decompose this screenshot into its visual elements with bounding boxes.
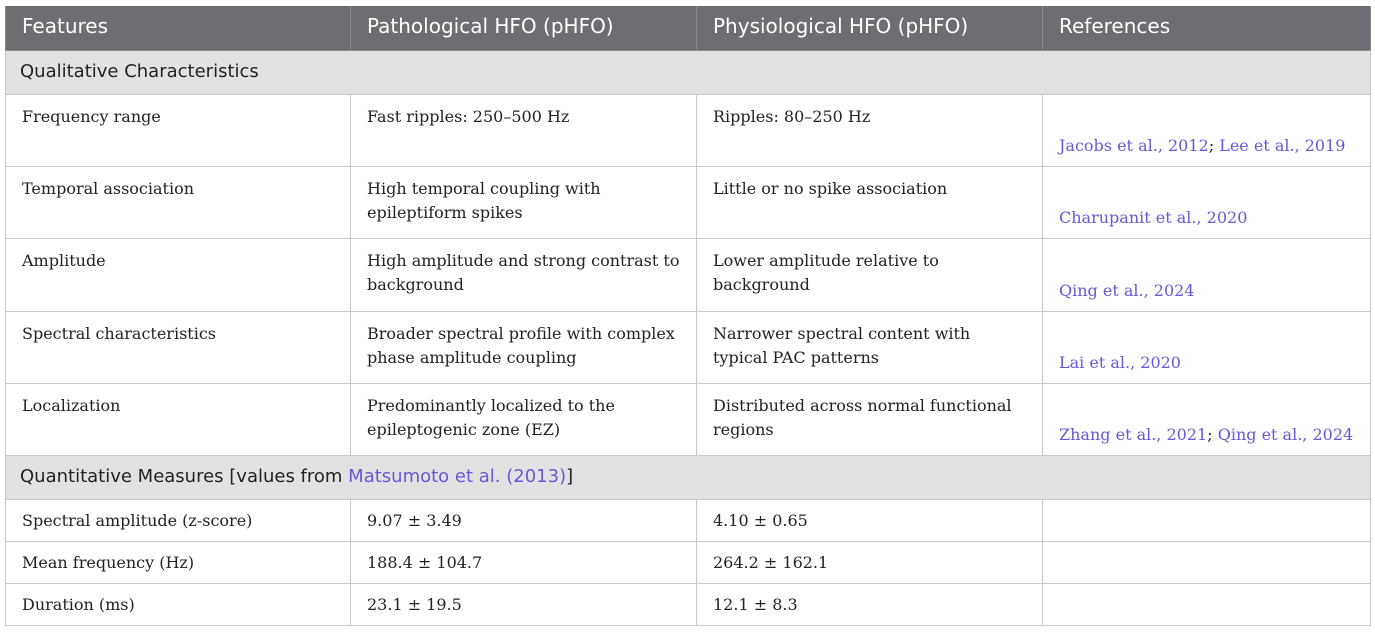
physiological-value-cell: 12.1 ± 8.3 bbox=[697, 583, 1043, 625]
pathological-cell: Fast ripples: 250–500 Hz bbox=[351, 94, 697, 166]
references-cell bbox=[1043, 238, 1371, 311]
pathological-cell: High temporal coupling with epileptiform spikes bbox=[351, 166, 697, 238]
feature-cell: Mean frequency (Hz) bbox=[6, 541, 351, 583]
section-title-quantitative bbox=[6, 455, 1371, 499]
feature-cell: Amplitude bbox=[6, 238, 351, 311]
reference-link[interactable]: Zhang et al., 2021 bbox=[1059, 424, 1208, 444]
references-cell bbox=[1043, 166, 1371, 238]
physiological-cell: Ripples: 80–250 Hz bbox=[697, 94, 1043, 166]
physiological-value-cell: 264.2 ± 162.1 bbox=[697, 541, 1043, 583]
reference-link[interactable]: Charupanit et al., 2020 bbox=[1059, 207, 1248, 227]
feature-cell: Duration (ms) bbox=[6, 583, 351, 625]
feature-cell: Frequency range bbox=[6, 94, 351, 166]
reference-link[interactable]: Qing et al., 2024 bbox=[1217, 424, 1354, 444]
header-references: References bbox=[1043, 6, 1371, 50]
feature-cell: Spectral characteristics bbox=[6, 311, 351, 383]
reference-link[interactable]: Qing et al., 2024 bbox=[1059, 280, 1195, 300]
reference-link[interactable]: Lee et al., 2019 bbox=[1219, 135, 1346, 155]
table-row bbox=[6, 311, 1371, 383]
feature-cell: Spectral amplitude (z-score) bbox=[6, 499, 351, 541]
header-row bbox=[6, 6, 1371, 50]
section-row-qualitative bbox=[6, 50, 1371, 94]
table-row bbox=[6, 583, 1371, 625]
table-row bbox=[6, 238, 1371, 311]
physiological-value-cell: 4.10 ± 0.65 bbox=[697, 499, 1043, 541]
section-title-prefix: Quantitative Measures [values from bbox=[20, 465, 349, 487]
pathological-cell: High amplitude and strong contrast to background bbox=[351, 238, 697, 311]
references-cell bbox=[1043, 541, 1371, 583]
pathological-value-cell: 188.4 ± 104.7 bbox=[351, 541, 697, 583]
references-cell bbox=[1043, 583, 1371, 625]
references-cell bbox=[1043, 94, 1371, 166]
header-features: Features bbox=[6, 6, 351, 50]
hfo-comparison-table bbox=[5, 6, 1371, 626]
pathological-value-cell: 23.1 ± 19.5 bbox=[351, 583, 697, 625]
feature-cell: Temporal association bbox=[6, 166, 351, 238]
pathological-value-cell: 9.07 ± 3.49 bbox=[351, 499, 697, 541]
table-row bbox=[6, 383, 1371, 455]
pathological-cell: Predominantly localized to the epileptogenic zone (EZ) bbox=[351, 383, 697, 455]
section-title-suffix: ] bbox=[566, 465, 574, 487]
reference-separator: ; bbox=[1208, 135, 1220, 155]
section-title-qualitative: Qualitative Characteristics bbox=[6, 50, 1371, 94]
references-cell bbox=[1043, 383, 1371, 455]
source-reference-link[interactable]: Matsumoto et al. (2013) bbox=[348, 465, 567, 487]
table-row bbox=[6, 94, 1371, 166]
physiological-cell: Lower amplitude relative to background bbox=[697, 238, 1043, 311]
physiological-cell: Narrower spectral content with typical PAC patterns bbox=[697, 311, 1043, 383]
physiological-cell: Distributed across normal functional regions bbox=[697, 383, 1043, 455]
reference-separator: ; bbox=[1207, 424, 1218, 444]
header-pathological: Pathological HFO (pHFO) bbox=[351, 6, 697, 50]
header-physiological: Physiological HFO (pHFO) bbox=[697, 6, 1043, 50]
physiological-cell: Little or no spike association bbox=[697, 166, 1043, 238]
table-row bbox=[6, 541, 1371, 583]
references-cell bbox=[1043, 499, 1371, 541]
reference-link[interactable]: Jacobs et al., 2012 bbox=[1059, 135, 1209, 155]
table-row bbox=[6, 499, 1371, 541]
table-row bbox=[6, 166, 1371, 238]
section-row-quantitative bbox=[6, 455, 1371, 499]
feature-cell: Localization bbox=[6, 383, 351, 455]
references-cell bbox=[1043, 311, 1371, 383]
reference-link[interactable]: Lai et al., 2020 bbox=[1059, 352, 1181, 372]
pathological-cell: Broader spectral profile with complex phase amplitude coupling bbox=[351, 311, 697, 383]
